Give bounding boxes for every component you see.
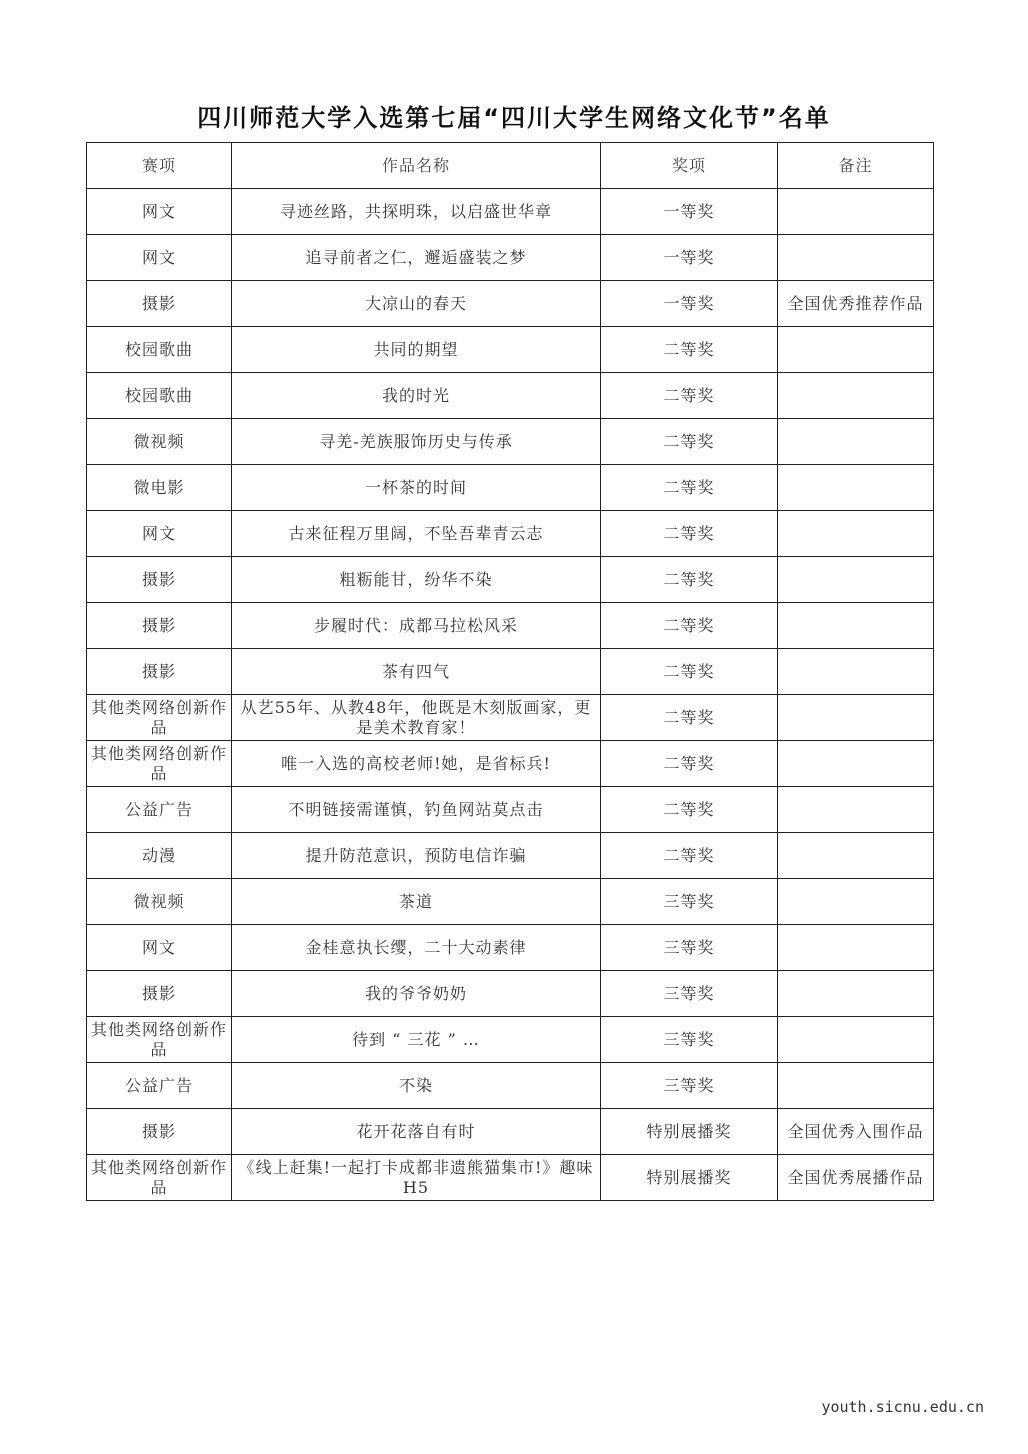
cell-award: 二等奖 bbox=[601, 465, 778, 511]
cell-category: 网文 bbox=[87, 189, 232, 235]
cell-award: 一等奖 bbox=[601, 281, 778, 327]
cell-category: 其他类网络创新作品 bbox=[87, 1017, 232, 1063]
cell-category: 动漫 bbox=[87, 833, 232, 879]
cell-work-title: 粗粝能甘，纷华不染 bbox=[232, 557, 601, 603]
table-row bbox=[87, 1155, 934, 1201]
cell-work-title: 共同的期望 bbox=[232, 327, 601, 373]
cell-category: 网文 bbox=[87, 235, 232, 281]
cell-remark bbox=[778, 1017, 934, 1063]
cell-award: 三等奖 bbox=[601, 879, 778, 925]
cell-remark bbox=[778, 741, 934, 787]
table-header-row bbox=[87, 143, 934, 189]
cell-remark bbox=[778, 235, 934, 281]
cell-remark bbox=[778, 879, 934, 925]
cell-work-title: 古来征程万里阔，不坠吾辈青云志 bbox=[232, 511, 601, 557]
table-row bbox=[87, 1017, 934, 1063]
cell-remark bbox=[778, 649, 934, 695]
cell-award: 二等奖 bbox=[601, 419, 778, 465]
cell-work-title: 步履时代：成都马拉松风采 bbox=[232, 603, 601, 649]
cell-work-title: 我的爷爷奶奶 bbox=[232, 971, 601, 1017]
cell-category: 摄影 bbox=[87, 557, 232, 603]
cell-award: 特别展播奖 bbox=[601, 1155, 778, 1201]
cell-remark bbox=[778, 465, 934, 511]
table-row bbox=[87, 1109, 934, 1155]
table-row bbox=[87, 235, 934, 281]
cell-work-title: 唯一入选的高校老师!她，是省标兵! bbox=[232, 741, 601, 787]
cell-category: 摄影 bbox=[87, 649, 232, 695]
cell-work-title: 不明链接需谨慎，钓鱼网站莫点击 bbox=[232, 787, 601, 833]
cell-remark bbox=[778, 787, 934, 833]
table-row bbox=[87, 557, 934, 603]
header-remark: 备注 bbox=[778, 143, 934, 189]
site-url: youth.sicnu.edu.cn bbox=[821, 1398, 984, 1416]
cell-category: 其他类网络创新作品 bbox=[87, 741, 232, 787]
cell-remark bbox=[778, 373, 934, 419]
cell-award: 三等奖 bbox=[601, 1063, 778, 1109]
cell-award: 三等奖 bbox=[601, 971, 778, 1017]
award-table bbox=[86, 142, 934, 1201]
cell-work-title: 待到 “ 三花 ” … bbox=[232, 1017, 601, 1063]
header-work-title: 作品名称 bbox=[232, 143, 601, 189]
cell-category: 摄影 bbox=[87, 281, 232, 327]
cell-award: 二等奖 bbox=[601, 373, 778, 419]
page-title: 四川师范大学入选第七届“四川大学生网络文化节”名单 bbox=[197, 104, 831, 132]
cell-award: 二等奖 bbox=[601, 557, 778, 603]
cell-remark bbox=[778, 511, 934, 557]
table-row bbox=[87, 373, 934, 419]
cell-remark bbox=[778, 419, 934, 465]
cell-category: 摄影 bbox=[87, 971, 232, 1017]
cell-work-title: 金桂意执长缨，二十大动素律 bbox=[232, 925, 601, 971]
cell-category: 网文 bbox=[87, 511, 232, 557]
cell-award: 二等奖 bbox=[601, 327, 778, 373]
cell-work-title: 不染 bbox=[232, 1063, 601, 1109]
cell-category: 公益广告 bbox=[87, 787, 232, 833]
table-row bbox=[87, 1063, 934, 1109]
cell-award: 三等奖 bbox=[601, 1017, 778, 1063]
cell-category: 微视频 bbox=[87, 879, 232, 925]
table-row bbox=[87, 327, 934, 373]
cell-category: 摄影 bbox=[87, 603, 232, 649]
cell-remark bbox=[778, 603, 934, 649]
table-row bbox=[87, 787, 934, 833]
table-row bbox=[87, 925, 934, 971]
header-category: 赛项 bbox=[87, 143, 232, 189]
cell-award: 二等奖 bbox=[601, 833, 778, 879]
cell-work-title: 茶道 bbox=[232, 879, 601, 925]
cell-award: 一等奖 bbox=[601, 235, 778, 281]
table-row bbox=[87, 649, 934, 695]
table-row bbox=[87, 511, 934, 557]
header-award: 奖项 bbox=[601, 143, 778, 189]
table-row bbox=[87, 741, 934, 787]
cell-remark bbox=[778, 1063, 934, 1109]
cell-work-title: 从艺55年、从教48年，他既是木刻版画家，更是美术教育家！ bbox=[232, 695, 601, 741]
cell-remark bbox=[778, 327, 934, 373]
cell-remark bbox=[778, 971, 934, 1017]
cell-category: 公益广告 bbox=[87, 1063, 232, 1109]
table-row bbox=[87, 833, 934, 879]
table-row bbox=[87, 419, 934, 465]
cell-work-title: 寻羌-羌族服饰历史与传承 bbox=[232, 419, 601, 465]
cell-category: 微电影 bbox=[87, 465, 232, 511]
cell-remark: 全国优秀推荐作品 bbox=[778, 281, 934, 327]
cell-category: 其他类网络创新作品 bbox=[87, 695, 232, 741]
cell-remark bbox=[778, 695, 934, 741]
cell-award: 二等奖 bbox=[601, 603, 778, 649]
table-row bbox=[87, 879, 934, 925]
cell-remark bbox=[778, 189, 934, 235]
table-row bbox=[87, 603, 934, 649]
cell-award: 二等奖 bbox=[601, 741, 778, 787]
cell-category: 微视频 bbox=[87, 419, 232, 465]
cell-award: 一等奖 bbox=[601, 189, 778, 235]
cell-remark bbox=[778, 833, 934, 879]
cell-work-title: 一杯茶的时间 bbox=[232, 465, 601, 511]
table-row bbox=[87, 189, 934, 235]
cell-category: 网文 bbox=[87, 925, 232, 971]
cell-award: 二等奖 bbox=[601, 787, 778, 833]
cell-award: 二等奖 bbox=[601, 511, 778, 557]
cell-work-title: 寻迹丝路，共探明珠，以启盛世华章 bbox=[232, 189, 601, 235]
cell-category: 摄影 bbox=[87, 1109, 232, 1155]
cell-work-title: 大凉山的春天 bbox=[232, 281, 601, 327]
table-row bbox=[87, 695, 934, 741]
cell-award: 三等奖 bbox=[601, 925, 778, 971]
cell-work-title: 我的时光 bbox=[232, 373, 601, 419]
table-row bbox=[87, 465, 934, 511]
cell-award: 二等奖 bbox=[601, 695, 778, 741]
cell-work-title: 茶有四气 bbox=[232, 649, 601, 695]
table-row bbox=[87, 971, 934, 1017]
cell-award: 二等奖 bbox=[601, 649, 778, 695]
table-body bbox=[87, 189, 934, 1201]
cell-remark bbox=[778, 557, 934, 603]
cell-category: 其他类网络创新作品 bbox=[87, 1155, 232, 1201]
cell-work-title: 追寻前者之仁，邂逅盛装之梦 bbox=[232, 235, 601, 281]
cell-remark: 全国优秀入围作品 bbox=[778, 1109, 934, 1155]
cell-remark bbox=[778, 925, 934, 971]
cell-category: 校园歌曲 bbox=[87, 327, 232, 373]
cell-work-title: 花开花落自有时 bbox=[232, 1109, 601, 1155]
cell-work-title: 提升防范意识，预防电信诈骗 bbox=[232, 833, 601, 879]
cell-award: 特别展播奖 bbox=[601, 1109, 778, 1155]
cell-remark: 全国优秀展播作品 bbox=[778, 1155, 934, 1201]
table-row bbox=[87, 281, 934, 327]
cell-work-title: 《线上赶集!一起打卡成都非遗熊猫集市!》趣味H5 bbox=[232, 1155, 601, 1201]
cell-category: 校园歌曲 bbox=[87, 373, 232, 419]
